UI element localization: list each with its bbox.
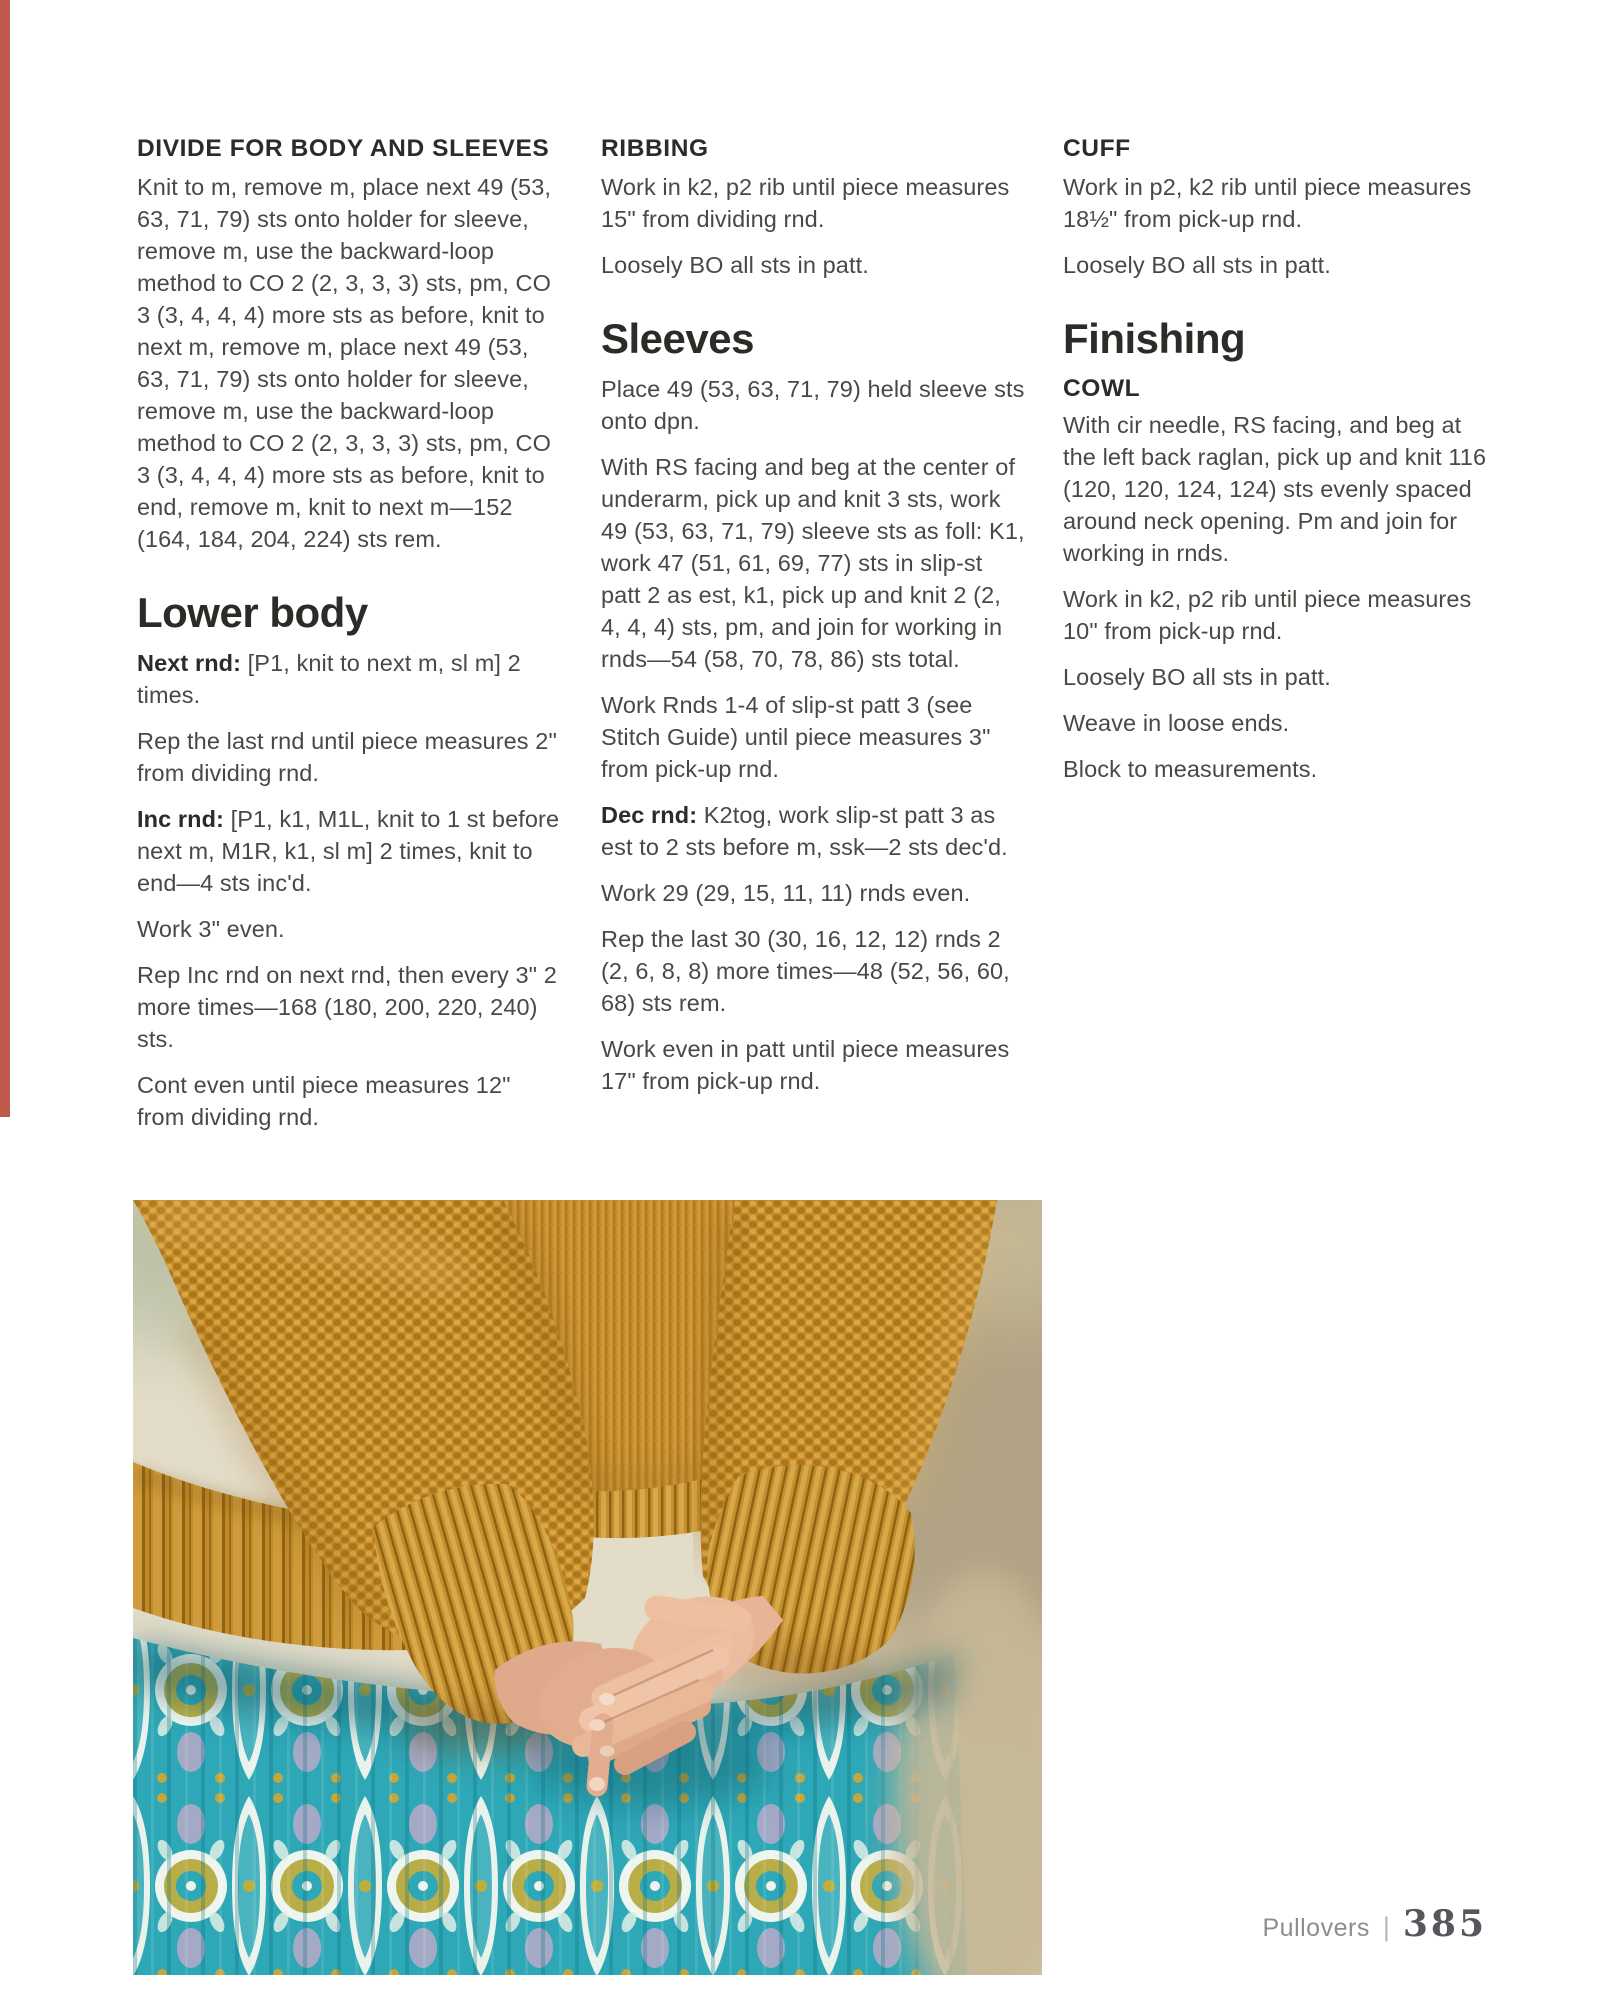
section-heading-lower-body: Lower body — [137, 589, 368, 636]
inc-rnd-label: Inc rnd: — [137, 806, 224, 832]
sweater-photo — [133, 1200, 1042, 1975]
divide-instructions: Knit to m, remove m, place next 49 (53, 63, 71, 79) sts onto holder for sleeve, remove m, use the backward-loop method to CO 2 (2, 3, 3, 3) sts, pm, CO 3 (3, 4, 4, 4) more sts as before, knit to next m, remove m, place next 49 (53, 63, 71, 79) sts onto holder for sleeve, remove m, use the backward-loop method to CO 2 (2, 3, 3, 3) sts, pm, CO 3 (3, 4, 4, 4) more sts as before, knit to end, remove m, knit to next m—152 (164, 184, 204, 224) sts rem. — [137, 174, 552, 552]
cowl-pickup-instruction: With cir needle, RS facing, and beg at the left back raglan, pick up and knit 116 (120, 120, 124, 124) sts evenly spaced around neck opening. Pm and join for working in rnds. — [1063, 412, 1487, 566]
page-number: 385 — [1402, 1903, 1487, 1945]
work-even-instruction: Work 3" even. — [137, 916, 285, 942]
sweater-photo-illustration — [133, 1200, 1042, 1975]
sleeves-work-even: Work even in patt until piece measures 17" from pick-up rnd. — [601, 1036, 1010, 1094]
section-heading-ribbing: RIBBING — [601, 135, 709, 162]
accent-stripe — [0, 0, 10, 1117]
section-heading-cuff: CUFF — [1063, 135, 1131, 162]
dec-rnd-label: Dec rnd: — [601, 802, 698, 828]
inc-rnd-text: [P1, k1, M1L, knit to 1 st before next m, M1R, k1, sl m] 2 times, knit to end—4 sts inc'd. — [137, 806, 560, 896]
dec-rnd-instruction — [601, 799, 1025, 863]
section-heading-divide: DIVIDE FOR BODY AND SLEEVES — [137, 135, 550, 162]
dec-rnd-text: K2tog, work slip-st patt 3 as est to 2 sts before m, ssk—2 sts dec'd. — [601, 802, 1008, 860]
cowl-rib-instruction: Work in k2, p2 rib until piece measures 10" from pick-up rnd. — [1063, 586, 1472, 644]
cuff-rib-instruction: Work in p2, k2 rib until piece measures 18½" from pick-up rnd. — [1063, 174, 1472, 232]
page-footer — [1263, 1903, 1488, 1945]
section-heading-finishing: Finishing — [1063, 315, 1246, 362]
rep-inc-instruction: Rep Inc rnd on next rnd, then every 3" 2 more times—168 (180, 200, 220, 240) sts. — [137, 962, 557, 1052]
weave-ends-instruction: Weave in loose ends. — [1063, 710, 1290, 736]
cuff-bo-instruction: Loosely BO all sts in patt. — [1063, 252, 1331, 278]
column-ribbing-sleeves — [601, 133, 1025, 1111]
inc-rnd-instruction — [137, 803, 561, 899]
rep-rnd-instruction: Rep the last rnd until piece measures 2" from dividing rnd. — [137, 728, 557, 786]
block-instruction: Block to measurements. — [1063, 756, 1318, 782]
footer-section-label: Pullovers — [1262, 1914, 1370, 1942]
sleeves-pickup-instruction: With RS facing and beg at the center of underarm, pick up and knit 3 sts, work 49 (53, 63, 71, 79) sleeve sts as foll: K1, work 47 (51, 61, 69, 77) sts in slip-st patt 2 as est, k1, pick up and knit 2 (2, 4, 4, 4) sts, pm, and join for working in rnds—54 (58, 70, 78, 86) sts total. — [601, 454, 1025, 672]
sleeves-slipst-instruction: Work Rnds 1-4 of slip-st patt 3 (see Stitch Guide) until piece measures 3" from pick-up rnd. — [601, 692, 991, 782]
cowl-bo-instruction: Loosely BO all sts in patt. — [1063, 664, 1331, 690]
column-cuff-finishing — [1063, 133, 1493, 799]
column-divide-body — [137, 133, 561, 1147]
sleeves-rep-rnds: Rep the last 30 (30, 16, 12, 12) rnds 2 (2, 6, 8, 8) more times—48 (52, 56, 60, 68) sts rem. — [601, 926, 1010, 1016]
ribbing-instruction: Work in k2, p2 rib until piece measures 15" from dividing rnd. — [601, 174, 1010, 232]
next-rnd-label: Next rnd: — [137, 650, 242, 676]
ribbing-bo-instruction: Loosely BO all sts in patt. — [601, 252, 869, 278]
sleeves-work-rnds: Work 29 (29, 15, 11, 11) rnds even. — [601, 880, 971, 906]
footer-divider: | — [1382, 1912, 1390, 1942]
sleeves-place-sts: Place 49 (53, 63, 71, 79) held sleeve sts onto dpn. — [601, 376, 1025, 434]
next-rnd-instruction — [137, 647, 561, 711]
section-heading-sleeves: Sleeves — [601, 315, 754, 362]
next-rnd-text: [P1, knit to next m, sl m] 2 times. — [137, 650, 521, 708]
section-heading-cowl: COWL — [1063, 375, 1141, 402]
cont-even-instruction: Cont even until piece measures 12" from dividing rnd. — [137, 1072, 511, 1130]
